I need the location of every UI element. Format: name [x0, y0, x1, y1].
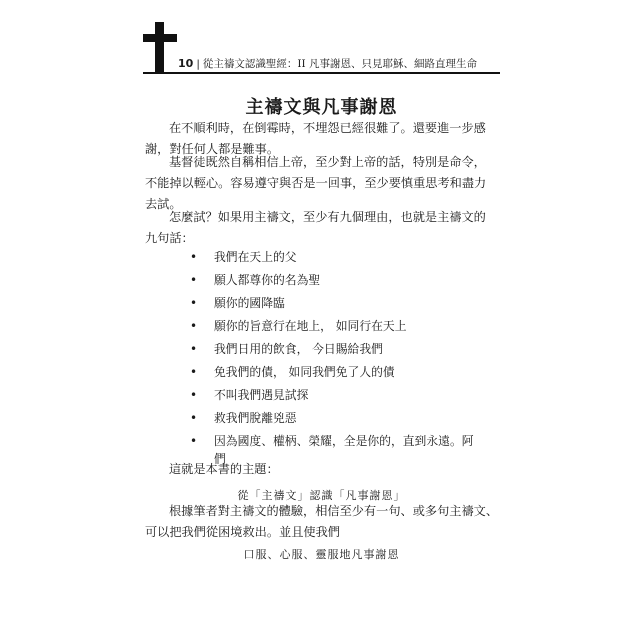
paragraph-3: [145, 207, 485, 249]
list-item: • 免我們的債， 如同我們免了人的債: [190, 365, 395, 379]
page-number: 10: [178, 57, 194, 70]
paragraph-line: 九句話：: [145, 231, 194, 245]
header-rule: [143, 72, 500, 74]
list-item: • 救我們脫離兇惡: [190, 411, 297, 425]
bullet-icon: •: [190, 273, 198, 287]
paragraph-line: 根據筆者對主禱文的體驗，相信至少有一句、或多句主禱文、: [169, 504, 499, 518]
prayer-lines-list: [190, 248, 474, 470]
cross-icon: [143, 22, 177, 72]
list-item: • 願人都尊你的名為聖: [190, 273, 321, 287]
paragraph-line: 不能掉以輕心。容易遵守與否是一回事，至少要慎重思考和盡力: [145, 176, 487, 190]
chapter-title: 主禱文與凡事謝恩: [245, 97, 398, 118]
list-item: • 因為國度、權柄、榮耀，全是你的，直到永遠。阿 們: [190, 434, 474, 466]
theme-intro: 這就是本書的主題：: [169, 462, 279, 476]
bullet-icon: •: [190, 434, 198, 448]
bullet-icon: •: [190, 365, 198, 379]
bullet-icon: •: [190, 411, 198, 425]
running-title: 從主禱文認識聖經：II 凡事謝恩、只見耶穌、細路直理生命: [202, 58, 477, 70]
bullet-icon: •: [190, 250, 198, 264]
paragraph-line: 基督徒既然自稱相信上帝，至少對上帝的話，特別是命令，: [169, 155, 486, 169]
list-item: • 願你的國降臨: [190, 296, 285, 310]
paragraph-2: [145, 152, 485, 215]
list-item: • 我們日用的飲食， 今日賜給我們: [190, 342, 383, 356]
paragraph-line: 可以把我們從困境救出。並且使我們: [145, 525, 340, 539]
paragraph-line: 在不順利時，在倒霉時，不埋怨已經很難了。還要進一步感: [169, 121, 486, 135]
bullet-icon: •: [190, 342, 198, 356]
closing-line: 口服、心服、靈服地凡事謝恩: [243, 548, 400, 561]
list-item: • 不叫我們遇見試探: [190, 388, 309, 402]
bullet-icon: •: [190, 388, 198, 402]
paragraph-line: 謝，對任何人都是難事。: [145, 142, 280, 156]
header-separator: |: [196, 58, 200, 70]
running-header: [178, 56, 477, 72]
theme-line: 從「主禱文」認識「凡事謝恩」: [237, 489, 406, 502]
list-item: • 我們在天上的父: [190, 250, 297, 264]
list-item: • 願你的旨意行在地上， 如同行在天上: [190, 319, 407, 333]
bullet-icon: •: [190, 296, 198, 310]
paragraph-line: 去試。: [145, 197, 182, 211]
final-paragraph: [145, 501, 499, 543]
paragraph-line: 怎麼試？如果用主禱文，至少有九個理由，也就是主禱文的: [169, 210, 486, 224]
bullet-icon: •: [190, 319, 198, 333]
